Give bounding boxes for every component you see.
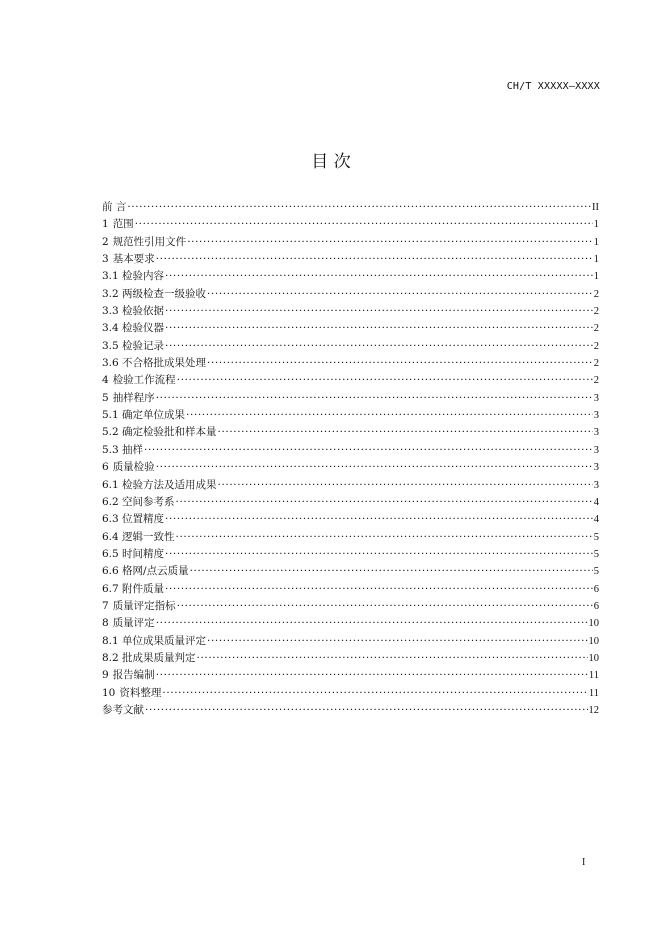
- toc-dot-leader: [165, 511, 593, 528]
- toc-entry[interactable]: [102, 251, 599, 268]
- toc-entry-label: [102, 268, 164, 285]
- toc-section-number: 2: [102, 235, 109, 248]
- toc-entry-text: 3.1 检验内容: [102, 270, 165, 283]
- toc-dot-leader: [207, 355, 593, 372]
- toc-dot-leader: [156, 459, 593, 476]
- toc-entry[interactable]: [102, 286, 599, 303]
- toc-page-number: 11: [588, 687, 599, 699]
- toc-page-number: 1: [593, 236, 599, 248]
- toc-entry[interactable]: [102, 355, 599, 372]
- toc-page-number: 2: [593, 375, 599, 387]
- toc-dot-leader: [177, 372, 593, 389]
- toc-page-number: 10: [588, 618, 599, 630]
- toc-entry-label: [102, 702, 144, 719]
- toc-entry-label: [102, 546, 164, 563]
- toc-entry-text: 质量评定指标: [112, 599, 176, 612]
- toc-entry-label: [102, 424, 217, 441]
- toc-page-number: 2: [593, 306, 599, 318]
- toc-dot-leader: [176, 529, 593, 546]
- toc-page-number: 5: [593, 566, 599, 578]
- toc-dot-leader: [176, 494, 593, 511]
- toc-title: 目 次: [311, 152, 351, 172]
- toc-entry-label: [102, 338, 164, 355]
- toc-entry-label: [102, 320, 164, 337]
- toc-entry-label: [102, 199, 126, 216]
- toc-entry[interactable]: [102, 494, 599, 511]
- toc-dot-leader: [145, 702, 588, 719]
- toc-entry-label: [102, 667, 155, 684]
- toc-dot-leader: [165, 581, 593, 598]
- toc-entry-text: 检验工作流程: [112, 374, 176, 387]
- toc-entry-text: 抽样程序: [112, 391, 155, 404]
- toc-page-number: 1: [593, 219, 599, 231]
- toc-page-number: 2: [593, 288, 599, 300]
- toc-entry-text: 6.7 附件质量: [102, 582, 165, 595]
- toc-entry[interactable]: [102, 633, 599, 650]
- toc-section-number: 4: [102, 374, 109, 387]
- toc-page-number: 3: [593, 392, 599, 404]
- toc-entry-text: 6.4 逻辑一致性: [102, 530, 175, 543]
- document-code: CH/T XXXXX—XXXX: [506, 81, 600, 92]
- toc-section-number: 5: [102, 391, 109, 404]
- toc-section-number: 10: [102, 686, 116, 699]
- toc-page-number: 4: [593, 514, 599, 526]
- toc-entry[interactable]: [102, 615, 599, 632]
- toc-entry-label: [102, 685, 161, 702]
- toc-dot-leader: [165, 320, 593, 337]
- toc-entry[interactable]: [102, 268, 599, 285]
- toc-entry[interactable]: [102, 372, 599, 389]
- toc-dot-leader: [197, 650, 588, 667]
- toc-entry[interactable]: [102, 459, 599, 476]
- toc-page-number: 3: [593, 479, 599, 491]
- toc-entry[interactable]: [102, 546, 599, 563]
- toc-page-number: 10: [588, 652, 599, 664]
- toc-entry[interactable]: [102, 685, 599, 702]
- toc-entry[interactable]: [102, 407, 599, 424]
- toc-entry-text: 报告编制: [112, 669, 155, 682]
- toc-entry[interactable]: [102, 511, 599, 528]
- toc-entry-label: [102, 459, 155, 476]
- toc-dot-leader: [190, 563, 593, 580]
- toc-entry[interactable]: [102, 320, 599, 337]
- toc-entry-text: 5.1 确定单位成果: [102, 409, 186, 422]
- toc-page-number: 5: [593, 548, 599, 560]
- toc-entry[interactable]: [102, 216, 599, 233]
- table-of-contents: [102, 199, 599, 719]
- toc-entry-label: [102, 355, 206, 372]
- toc-entry-text: 基本要求: [112, 253, 155, 266]
- toc-dot-leader: [218, 477, 593, 494]
- toc-page-number: 1: [593, 254, 599, 266]
- toc-entry[interactable]: [102, 477, 599, 494]
- toc-entry[interactable]: [102, 581, 599, 598]
- toc-page-number: 1: [593, 271, 599, 283]
- toc-entry-text: 6.6 格网/点云质量: [102, 565, 189, 578]
- toc-entry-label: [102, 442, 143, 459]
- toc-entry[interactable]: [102, 390, 599, 407]
- toc-dot-leader: [144, 442, 593, 459]
- toc-page-number: 5: [593, 531, 599, 543]
- toc-entry[interactable]: [102, 442, 599, 459]
- toc-entry-text: 前 言: [102, 201, 127, 213]
- toc-entry-label: [102, 563, 189, 580]
- toc-entry-label: [102, 251, 155, 268]
- toc-dot-leader: [156, 615, 588, 632]
- toc-entry-label: [102, 372, 176, 389]
- toc-entry-text: 3.5 检验记录: [102, 339, 165, 352]
- toc-page-number: II: [592, 202, 599, 213]
- toc-entry-text: 6.5 时间精度: [102, 547, 165, 560]
- toc-entry-text: 规范性引用文件: [112, 235, 187, 248]
- toc-entry-text: 6.3 位置精度: [102, 513, 165, 526]
- toc-page-number: 6: [593, 583, 599, 595]
- toc-dot-leader: [165, 268, 593, 285]
- page-number: I: [582, 857, 586, 868]
- toc-entry[interactable]: [102, 563, 599, 580]
- toc-entry-label: [102, 286, 206, 303]
- toc-page-number: 3: [593, 462, 599, 474]
- toc-entry[interactable]: [102, 424, 599, 441]
- toc-entry[interactable]: [102, 667, 599, 684]
- toc-entry-label: [102, 529, 175, 546]
- toc-dot-leader: [186, 407, 593, 424]
- toc-page-number: 3: [593, 427, 599, 439]
- toc-page-number: 2: [593, 340, 599, 352]
- toc-entry-label: [102, 494, 175, 511]
- toc-page-number: 3: [593, 410, 599, 422]
- toc-entry-label: [102, 615, 155, 632]
- toc-entry[interactable]: [102, 234, 599, 251]
- toc-dot-leader: [187, 234, 593, 251]
- toc-entry-text: 范围: [112, 218, 134, 231]
- toc-dot-leader: [156, 251, 593, 268]
- toc-section-number: 9: [102, 669, 109, 682]
- toc-entry-text: 资料整理: [119, 686, 162, 699]
- toc-dot-leader: [177, 598, 593, 615]
- toc-dot-leader: [165, 303, 593, 320]
- toc-entry-text: 3.6 不合格批成果处理: [102, 357, 207, 370]
- toc-entry-label: [102, 633, 206, 650]
- toc-entry-label: [102, 477, 217, 494]
- toc-entry-text: 3.2 两级检查一级验收: [102, 287, 207, 300]
- toc-dot-leader: [207, 286, 593, 303]
- toc-entry-text: 5.3 抽样: [102, 443, 144, 456]
- toc-dot-leader: [207, 633, 587, 650]
- toc-dot-leader: [156, 390, 593, 407]
- toc-section-number: 7: [102, 599, 109, 612]
- toc-page-number: 4: [593, 496, 599, 508]
- toc-dot-leader: [218, 424, 593, 441]
- toc-entry[interactable]: [102, 338, 599, 355]
- toc-dot-leader: [135, 216, 593, 233]
- toc-page-number: 10: [588, 635, 599, 647]
- toc-dot-leader: [156, 667, 588, 684]
- toc-entry-text: 5.2 确定检验批和样本量: [102, 426, 217, 439]
- toc-dot-leader: [127, 199, 591, 216]
- toc-entry-text: 8.2 批成果质量判定: [102, 651, 196, 664]
- toc-entry-text: 3.4 检验仪器: [102, 322, 165, 335]
- toc-section-number: 8: [102, 617, 109, 630]
- toc-entry-text: 质量检验: [112, 461, 155, 474]
- toc-entry[interactable]: [102, 598, 599, 615]
- toc-entry-label: [102, 390, 155, 407]
- toc-entry-text: 6.1 检验方法及适用成果: [102, 478, 217, 491]
- toc-page-number: 11: [588, 670, 599, 682]
- toc-dot-leader: [165, 546, 593, 563]
- toc-section-number: 3: [102, 253, 109, 266]
- toc-entry[interactable]: [102, 702, 599, 719]
- toc-entry[interactable]: [102, 529, 599, 546]
- toc-page-number: 2: [593, 323, 599, 335]
- toc-section-number: 6: [102, 461, 109, 474]
- toc-dot-leader: [162, 685, 588, 702]
- toc-entry[interactable]: [102, 650, 599, 667]
- toc-dot-leader: [165, 338, 593, 355]
- toc-entry-text: 3.3 检验依据: [102, 305, 165, 318]
- toc-entry-text: 参考文献: [102, 703, 144, 716]
- toc-entry-text: 8.1 单位成果质量评定: [102, 634, 207, 647]
- toc-entry[interactable]: [102, 199, 599, 216]
- toc-entry-label: [102, 598, 176, 615]
- toc-entry-label: [102, 216, 134, 233]
- toc-entry-text: 质量评定: [112, 617, 155, 630]
- toc-entry-label: [102, 511, 164, 528]
- toc-section-number: 1: [102, 218, 109, 231]
- toc-page-number: 2: [593, 358, 599, 370]
- toc-entry-text: 6.2 空间参考系: [102, 495, 175, 508]
- toc-entry-label: [102, 581, 164, 598]
- toc-entry[interactable]: [102, 303, 599, 320]
- toc-entry-label: [102, 407, 185, 424]
- toc-page-number: 6: [593, 600, 599, 612]
- toc-page-number: 12: [588, 704, 599, 716]
- toc-page-number: 3: [593, 444, 599, 456]
- toc-entry-label: [102, 650, 196, 667]
- toc-entry-label: [102, 234, 186, 251]
- toc-entry-label: [102, 303, 164, 320]
